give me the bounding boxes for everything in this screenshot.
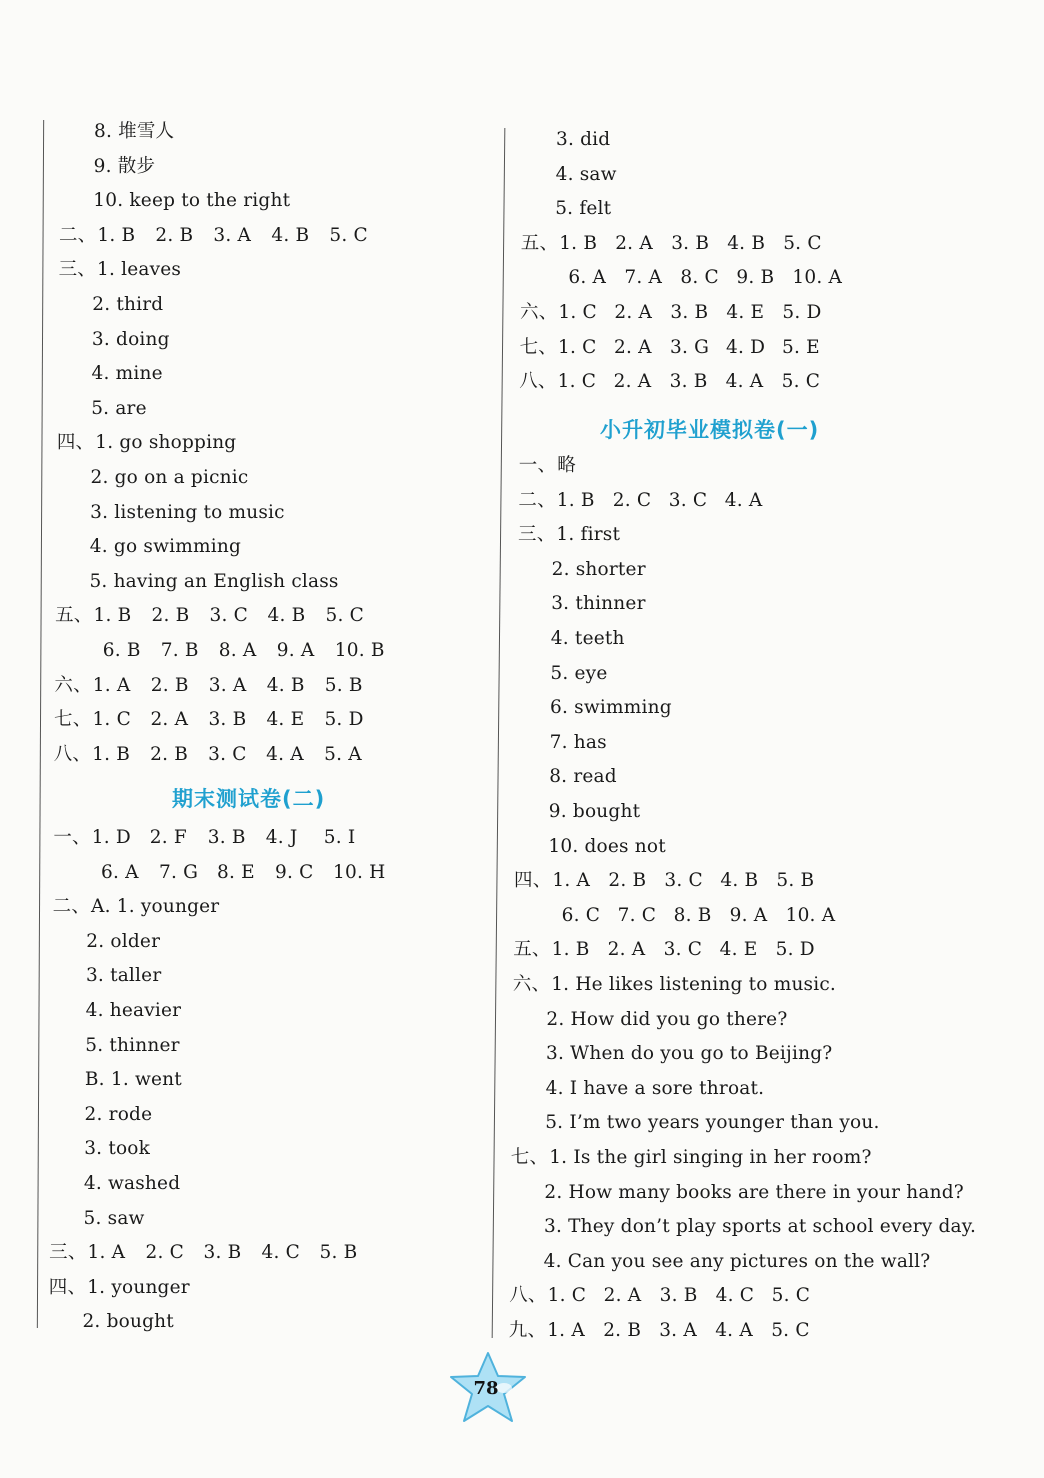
right-answer-line	[513, 938, 831, 962]
right-answer-line	[568, 266, 848, 290]
answer-item: 7. G	[159, 861, 199, 883]
answer-item: 3. A	[213, 224, 252, 246]
answer-item: 5. D	[782, 302, 822, 323]
answer-item: 1. leaves	[97, 259, 182, 281]
question-number-label: 四、	[56, 432, 95, 454]
answer-item: 3. When do you go to Beijing?	[546, 1043, 833, 1065]
answer-item: 2. bought	[82, 1311, 174, 1333]
right-answer-line	[544, 1181, 963, 1205]
right-answer-line	[551, 592, 645, 616]
answer-item: 2. How many books are there in your hand?	[544, 1181, 964, 1203]
answer-item: 2. B	[608, 870, 647, 892]
answer-item: 3. B	[207, 827, 246, 848]
answer-item: 1. B	[551, 939, 590, 961]
question-number-label: 五、	[520, 232, 559, 254]
answer-item: 4. J	[265, 827, 298, 848]
answer-item: 2. A	[614, 336, 652, 358]
answer-item: 1. go shopping	[95, 432, 237, 454]
answer-item: 5. thinner	[85, 1034, 180, 1056]
answer-item: 4. B	[266, 674, 305, 696]
question-number-label: 三、	[518, 524, 556, 546]
question-number-label: 八、	[519, 371, 557, 393]
answer-item: 9. 散步	[93, 155, 156, 177]
right-answer-line	[519, 370, 837, 394]
answer-item: 5. B	[319, 1242, 358, 1264]
answer-item: 4. C	[261, 1242, 301, 1264]
answer-item: 1. C	[558, 302, 597, 323]
right-answer-line	[509, 1284, 827, 1308]
answer-item: 5. A	[324, 743, 362, 765]
answer-item: 9. C	[275, 861, 314, 883]
answer-item: 9. A	[276, 640, 315, 661]
answer-item: 6. A	[568, 267, 607, 289]
right-answer-line	[509, 1319, 827, 1343]
question-number-label: 三、	[58, 259, 96, 281]
answer-item: 4. D	[726, 336, 766, 358]
answer-item: 3. B	[671, 232, 710, 254]
answer-item: 3. did	[556, 129, 611, 150]
answer-item: 4. saw	[555, 163, 617, 185]
answer-item: 1. C	[558, 336, 597, 358]
answer-item: 2. A	[614, 302, 653, 323]
answer-item: 4. E	[266, 709, 305, 731]
right-answer-line	[551, 627, 625, 651]
answer-item: A. 1. younger	[91, 896, 220, 918]
answer-item: 10. H	[333, 861, 386, 883]
right-answer-line	[518, 523, 620, 547]
answer-item: 2. C	[145, 1242, 185, 1264]
answer-item: B. 1. went	[84, 1069, 182, 1091]
answer-item: 3. B	[670, 302, 709, 323]
right-answer-line	[556, 128, 610, 152]
answer-item: 1. B	[93, 605, 132, 627]
answer-item: 5. I’m two years younger than you.	[545, 1112, 880, 1134]
answer-item: 6. C	[561, 904, 601, 926]
answer-item: 4. B	[727, 232, 766, 254]
answer-item: 5. I	[323, 827, 356, 848]
answer-item: 2. B	[151, 605, 190, 627]
answer-item: 4. E	[726, 302, 765, 323]
answer-item: 2. older	[86, 930, 161, 952]
answer-item: 3. B	[659, 1285, 698, 1307]
answer-item: 2. A	[607, 939, 646, 961]
answer-item: 7. B	[160, 640, 199, 661]
answer-item: 1. C	[547, 1285, 587, 1307]
answer-item: 4. washed	[83, 1173, 181, 1194]
page-number: 78	[473, 1378, 499, 1399]
question-number-label: 四、	[48, 1276, 87, 1298]
answer-item: 3. C	[209, 605, 248, 627]
answer-item: 1. first	[556, 524, 621, 546]
answer-item: 4. B	[267, 605, 306, 627]
answer-item: 2. A	[150, 709, 189, 731]
question-number-label: 六、	[520, 302, 558, 323]
answer-item: 3. C	[208, 743, 247, 765]
right-answer-line	[552, 558, 646, 582]
answer-item: 5. are	[91, 397, 147, 419]
answer-item: 3. A	[659, 1320, 697, 1341]
question-number-label: 九、	[508, 1320, 547, 1341]
answer-item: 2. B	[603, 1320, 642, 1341]
answer-item: 5. saw	[83, 1207, 145, 1229]
answer-item: 4. E	[719, 939, 758, 961]
right-answer-line	[546, 1008, 787, 1032]
answer-item: 7. has	[549, 731, 607, 753]
answer-item: 5. E	[782, 336, 820, 358]
answer-item: 3. doing	[91, 328, 170, 350]
answer-item: 1. B	[556, 489, 595, 511]
right-section-heading: 小升初毕业模拟卷(一)	[600, 418, 820, 442]
answer-item: 3. taller	[85, 965, 162, 987]
answer-item: 2. A	[615, 232, 653, 254]
answer-item: 3. They don’t play sports at school every day.	[544, 1216, 977, 1238]
answer-item: 8. read	[549, 766, 617, 788]
answer-item: 6. swimming	[550, 697, 672, 719]
answer-item: 1. B	[559, 232, 598, 254]
answer-item: 2. How did you go there?	[546, 1008, 788, 1030]
right-answer-line	[549, 800, 640, 824]
right-answer-line	[545, 1111, 879, 1135]
question-number-label: 八、	[509, 1285, 547, 1307]
right-answer-line	[544, 1215, 976, 1239]
answer-item: 4. A	[715, 1320, 753, 1341]
question-number-label: 七、	[510, 1147, 549, 1168]
question-number-label: 四、	[514, 870, 552, 892]
answer-item: 4. heavier	[85, 1000, 182, 1021]
answer-item: 9. B	[736, 267, 775, 289]
answer-item: 2. shorter	[551, 558, 646, 580]
answer-item: 1. A	[552, 870, 591, 892]
right-answer-line	[513, 973, 836, 997]
answer-item: 3. B	[208, 709, 247, 731]
answer-item: 2. B	[150, 674, 189, 696]
answer-item: 8. 堆雪人	[94, 121, 175, 142]
answer-item: 10. does not	[548, 835, 666, 857]
answer-item: 1. younger	[87, 1276, 190, 1298]
answer-item: 5. C	[325, 605, 364, 627]
answer-item: 9. A	[729, 904, 768, 926]
question-number-label: 五、	[513, 939, 551, 961]
answer-item: 10. keep to the right	[93, 190, 291, 212]
right-answer-line	[549, 765, 617, 789]
answer-item: 5. C	[781, 371, 821, 393]
answer-item: 4. mine	[91, 363, 163, 385]
answer-item: 1. B	[97, 224, 136, 246]
right-answer-line	[562, 904, 842, 928]
answer-item: 5. C	[771, 1285, 811, 1307]
answer-item: 2. go on a picnic	[90, 467, 249, 488]
answer-item: 6. A	[101, 861, 139, 883]
answer-item: 3. C	[664, 870, 703, 892]
question-number-label: 六、	[54, 674, 92, 696]
question-number-label: 七、	[519, 336, 557, 358]
answer-item: 1. C	[557, 371, 597, 393]
right-answer-line	[521, 232, 839, 256]
right-answer-line	[550, 662, 607, 686]
answer-item: 3. B	[203, 1242, 242, 1264]
right-answer-line	[544, 1250, 931, 1274]
right-answer-line	[550, 696, 672, 720]
answer-item: 5. having an English class	[89, 570, 339, 592]
answer-item: 2. F	[149, 827, 187, 848]
answer-item: 1. C	[92, 709, 131, 731]
question-number-label: 二、	[518, 489, 556, 511]
answer-item: 2. A	[603, 1285, 642, 1307]
answer-item: 5. felt	[555, 198, 612, 220]
answer-item: 8. C	[680, 267, 719, 289]
answer-item: 1. D	[91, 827, 131, 848]
right-answer-line	[511, 1146, 872, 1170]
answer-item: 5. C	[329, 224, 368, 246]
answer-item: 2. third	[92, 294, 164, 315]
answer-item: 3. C	[663, 939, 703, 961]
answer-item: 略	[557, 455, 576, 476]
answer-item: 1. A	[87, 1242, 126, 1264]
answer-item: 4. I have a sore throat.	[545, 1077, 765, 1099]
question-number-label: 二、	[58, 224, 97, 246]
answer-item: 2. rode	[84, 1103, 153, 1125]
answer-item: 2. B	[150, 743, 189, 765]
right-answer-line	[550, 731, 607, 755]
answer-item: 7. C	[617, 904, 657, 926]
answer-item: 8. B	[673, 904, 712, 926]
right-answer-line	[520, 336, 838, 360]
answer-item: 8. E	[217, 861, 255, 883]
answer-item: 4. B	[271, 224, 310, 246]
answer-item: 5. C	[783, 232, 822, 254]
question-number-label: 六、	[512, 974, 551, 995]
answer-item: 1. A	[92, 674, 131, 696]
right-answer-line	[546, 1042, 832, 1066]
answer-item: 5. D	[324, 709, 364, 731]
right-answer-line	[556, 163, 617, 187]
answer-item: 4. A	[724, 489, 763, 511]
right-answer-line	[518, 489, 780, 513]
question-number-label: 一、	[53, 827, 91, 848]
answer-item: 10. B	[334, 640, 385, 661]
question-number-label: 二、	[52, 896, 91, 918]
answer-item: 3. B	[669, 371, 708, 393]
answer-item: 3. listening to music	[90, 501, 285, 523]
right-answer-line	[520, 301, 838, 325]
answer-item: 5. eye	[550, 662, 608, 684]
answer-item: 7. A	[624, 267, 663, 289]
answer-item: 1. B	[92, 743, 131, 765]
answer-item: 10. A	[785, 904, 836, 926]
answer-item: 2. C	[612, 489, 652, 511]
answer-item: 4. teeth	[550, 628, 625, 649]
answer-item: 9. bought	[548, 801, 641, 822]
answer-item: 4. A	[725, 371, 764, 393]
answer-item: 3. thinner	[551, 593, 646, 615]
answer-item: 5. C	[771, 1320, 810, 1341]
answer-item: 10. A	[792, 267, 843, 289]
answer-item: 3. G	[670, 336, 710, 358]
answer-item: 4. A	[266, 743, 304, 765]
answer-item: 4. Can you see any pictures on the wall?	[543, 1250, 931, 1272]
answer-item: 5. D	[775, 939, 815, 961]
question-number-label: 三、	[49, 1242, 87, 1264]
answer-item: 1. He likes listening to music.	[551, 974, 837, 995]
left-section-heading: 期末测试卷(二)	[172, 787, 326, 811]
answer-item: 3. A	[208, 674, 247, 696]
question-number-label: 七、	[54, 709, 92, 731]
answer-item: 3. C	[668, 489, 708, 511]
answer-item: 4. go swimming	[89, 536, 241, 558]
question-number-label: 八、	[53, 743, 92, 765]
right-answer-line	[555, 197, 611, 221]
answer-item: 3. took	[84, 1138, 151, 1160]
right-answer-line	[519, 454, 576, 478]
answer-item: 2. B	[155, 224, 194, 246]
question-number-label: 一、	[518, 455, 557, 476]
question-number-label: 五、	[55, 605, 93, 627]
right-answer-line	[548, 835, 666, 859]
answer-item: 1. A	[547, 1320, 585, 1341]
answer-item: 4. C	[715, 1285, 755, 1307]
answer-item: 2. A	[613, 371, 652, 393]
answer-item: 4. B	[720, 870, 759, 892]
answer-item: 8. A	[218, 640, 257, 661]
answer-item: 6. B	[102, 640, 141, 661]
answer-item: 1. Is the girl singing in her room?	[549, 1147, 872, 1168]
right-answer-line	[546, 1077, 765, 1101]
answer-item: 5. B	[324, 674, 363, 696]
right-answer-line	[514, 869, 832, 893]
answer-item: 5. B	[776, 870, 815, 892]
